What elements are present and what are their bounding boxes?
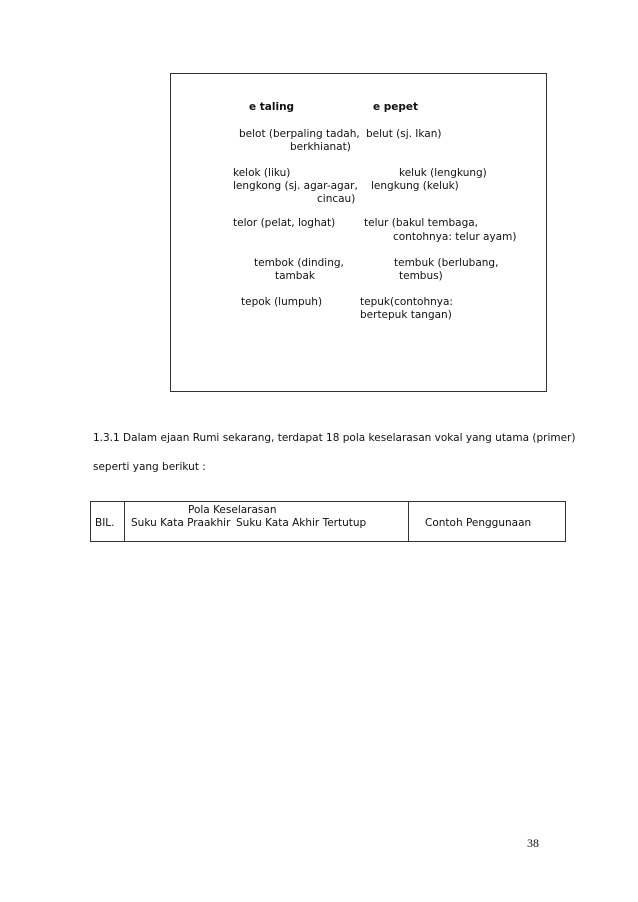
header-e-pepet: e pepet bbox=[373, 101, 419, 113]
taling-tembok-cont: tambak bbox=[275, 270, 315, 282]
paragraph-line-2: seperti yang berikut : bbox=[93, 461, 206, 473]
pepet-belut: belut (sj. Ikan) bbox=[366, 128, 442, 140]
taling-tepok: tepok (lumpuh) bbox=[241, 296, 323, 308]
table-divider bbox=[124, 502, 125, 541]
vowel-comparison-box bbox=[170, 73, 547, 392]
taling-belot: belot (berpaling tadah, bbox=[239, 128, 360, 140]
pepet-telur: telur (bakul tembaga, bbox=[364, 217, 479, 229]
pepet-tembuk: tembuk (berlubang, bbox=[394, 257, 499, 269]
taling-telor: telor (pelat, loghat) bbox=[233, 217, 336, 229]
taling-lengkong-cont: cincau) bbox=[317, 193, 356, 205]
table-header-bil: BIL. bbox=[95, 517, 115, 529]
taling-lengkong: lengkong (sj. agar-agar, bbox=[233, 180, 358, 192]
taling-tembok: tembok (dinding, bbox=[254, 257, 344, 269]
table-header-akhir-tertutup: Suku Kata Akhir Tertutup bbox=[236, 517, 367, 529]
table-header-contoh: Contoh Penggunaan bbox=[425, 517, 532, 529]
header-e-taling: e taling bbox=[249, 101, 295, 113]
taling-belot-cont: berkhianat) bbox=[290, 141, 351, 153]
pepet-tembuk-cont: tembus) bbox=[399, 270, 443, 282]
paragraph-line-1: 1.3.1 Dalam ejaan Rumi sekarang, terdapat 18 pola keselarasan vokal yang utama (primer) bbox=[93, 432, 576, 444]
table-header-praakhir: Suku Kata Praakhir bbox=[131, 517, 231, 529]
pepet-lengkung: lengkung (keluk) bbox=[371, 180, 459, 192]
pepet-telur-cont: contohnya: telur ayam) bbox=[393, 231, 517, 243]
pepet-tepuk: tepuk(contohnya: bbox=[360, 296, 453, 308]
vowel-pattern-table bbox=[90, 501, 566, 542]
table-divider bbox=[408, 502, 409, 541]
page-number: 38 bbox=[527, 836, 539, 850]
pepet-keluk: keluk (lengkung) bbox=[399, 167, 487, 179]
table-header-pola: Pola Keselarasan bbox=[188, 504, 277, 516]
pepet-tepuk-cont: bertepuk tangan) bbox=[360, 309, 452, 321]
taling-kelok: kelok (liku) bbox=[233, 167, 291, 179]
